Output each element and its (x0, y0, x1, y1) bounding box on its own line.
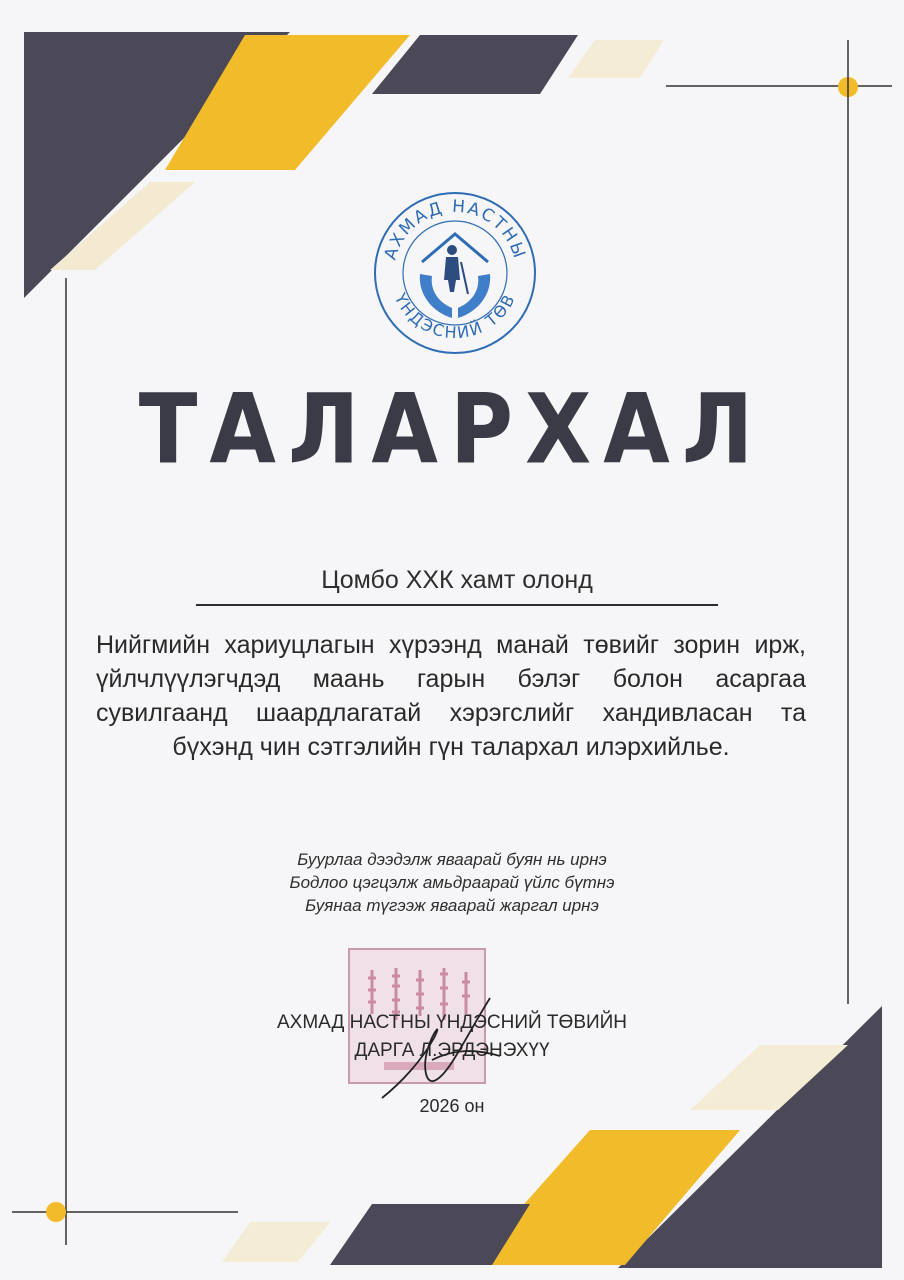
poem-block (0, 848, 904, 917)
top-pale-band-2 (568, 40, 664, 78)
logo-text-bottom: ҮНДЭСНИЙ ТӨВ (390, 290, 520, 343)
logo-emblem (372, 190, 538, 356)
poem-line: Буурлаа дээдэлж яваарай буян нь ирнэ (297, 850, 607, 869)
bottom-pale-band-2 (222, 1222, 330, 1262)
signatory-organization: АХМАД НАСТНЫ ҮНДЭСНИЙ ТӨВИЙН (276, 1012, 628, 1033)
poem-line: Буянаа түгээж яваарай жаргал ирнэ (305, 896, 599, 915)
frame-dot-bottom-left (46, 1202, 66, 1222)
body-paragraph: Нийгмийн хариуцлагын хүрээнд манай төвийг зорин ирж, үйлчлүүлэгчдэд маань гарын бэлэг болон асаргаа сувилгаанд шаардлагатай хэрэгслийг хандивласан та бүхэнд чин сэтгэлийн гүн талархал илэрхийлье. (96, 631, 806, 761)
recipient-name: Цомбо ХХК хамт олонд (321, 566, 593, 594)
logo-text-top: АХМАД НАСТНЫ (380, 196, 530, 263)
handwritten-signature (372, 990, 512, 1110)
signatory-name: ДАРГА Л.ЭРДЭНЭХҮҮ (354, 1040, 550, 1061)
top-dark-band-2 (372, 35, 578, 94)
poem-line: Бодлоо цэгцэлж амьдраарай үйлс бүтнэ (289, 873, 615, 892)
recipient-underline (196, 604, 718, 606)
elderly-person-icon (444, 245, 468, 294)
certificate-title: ТАЛАРХАЛ (138, 374, 766, 486)
issue-year: 2026 он (419, 1096, 485, 1116)
